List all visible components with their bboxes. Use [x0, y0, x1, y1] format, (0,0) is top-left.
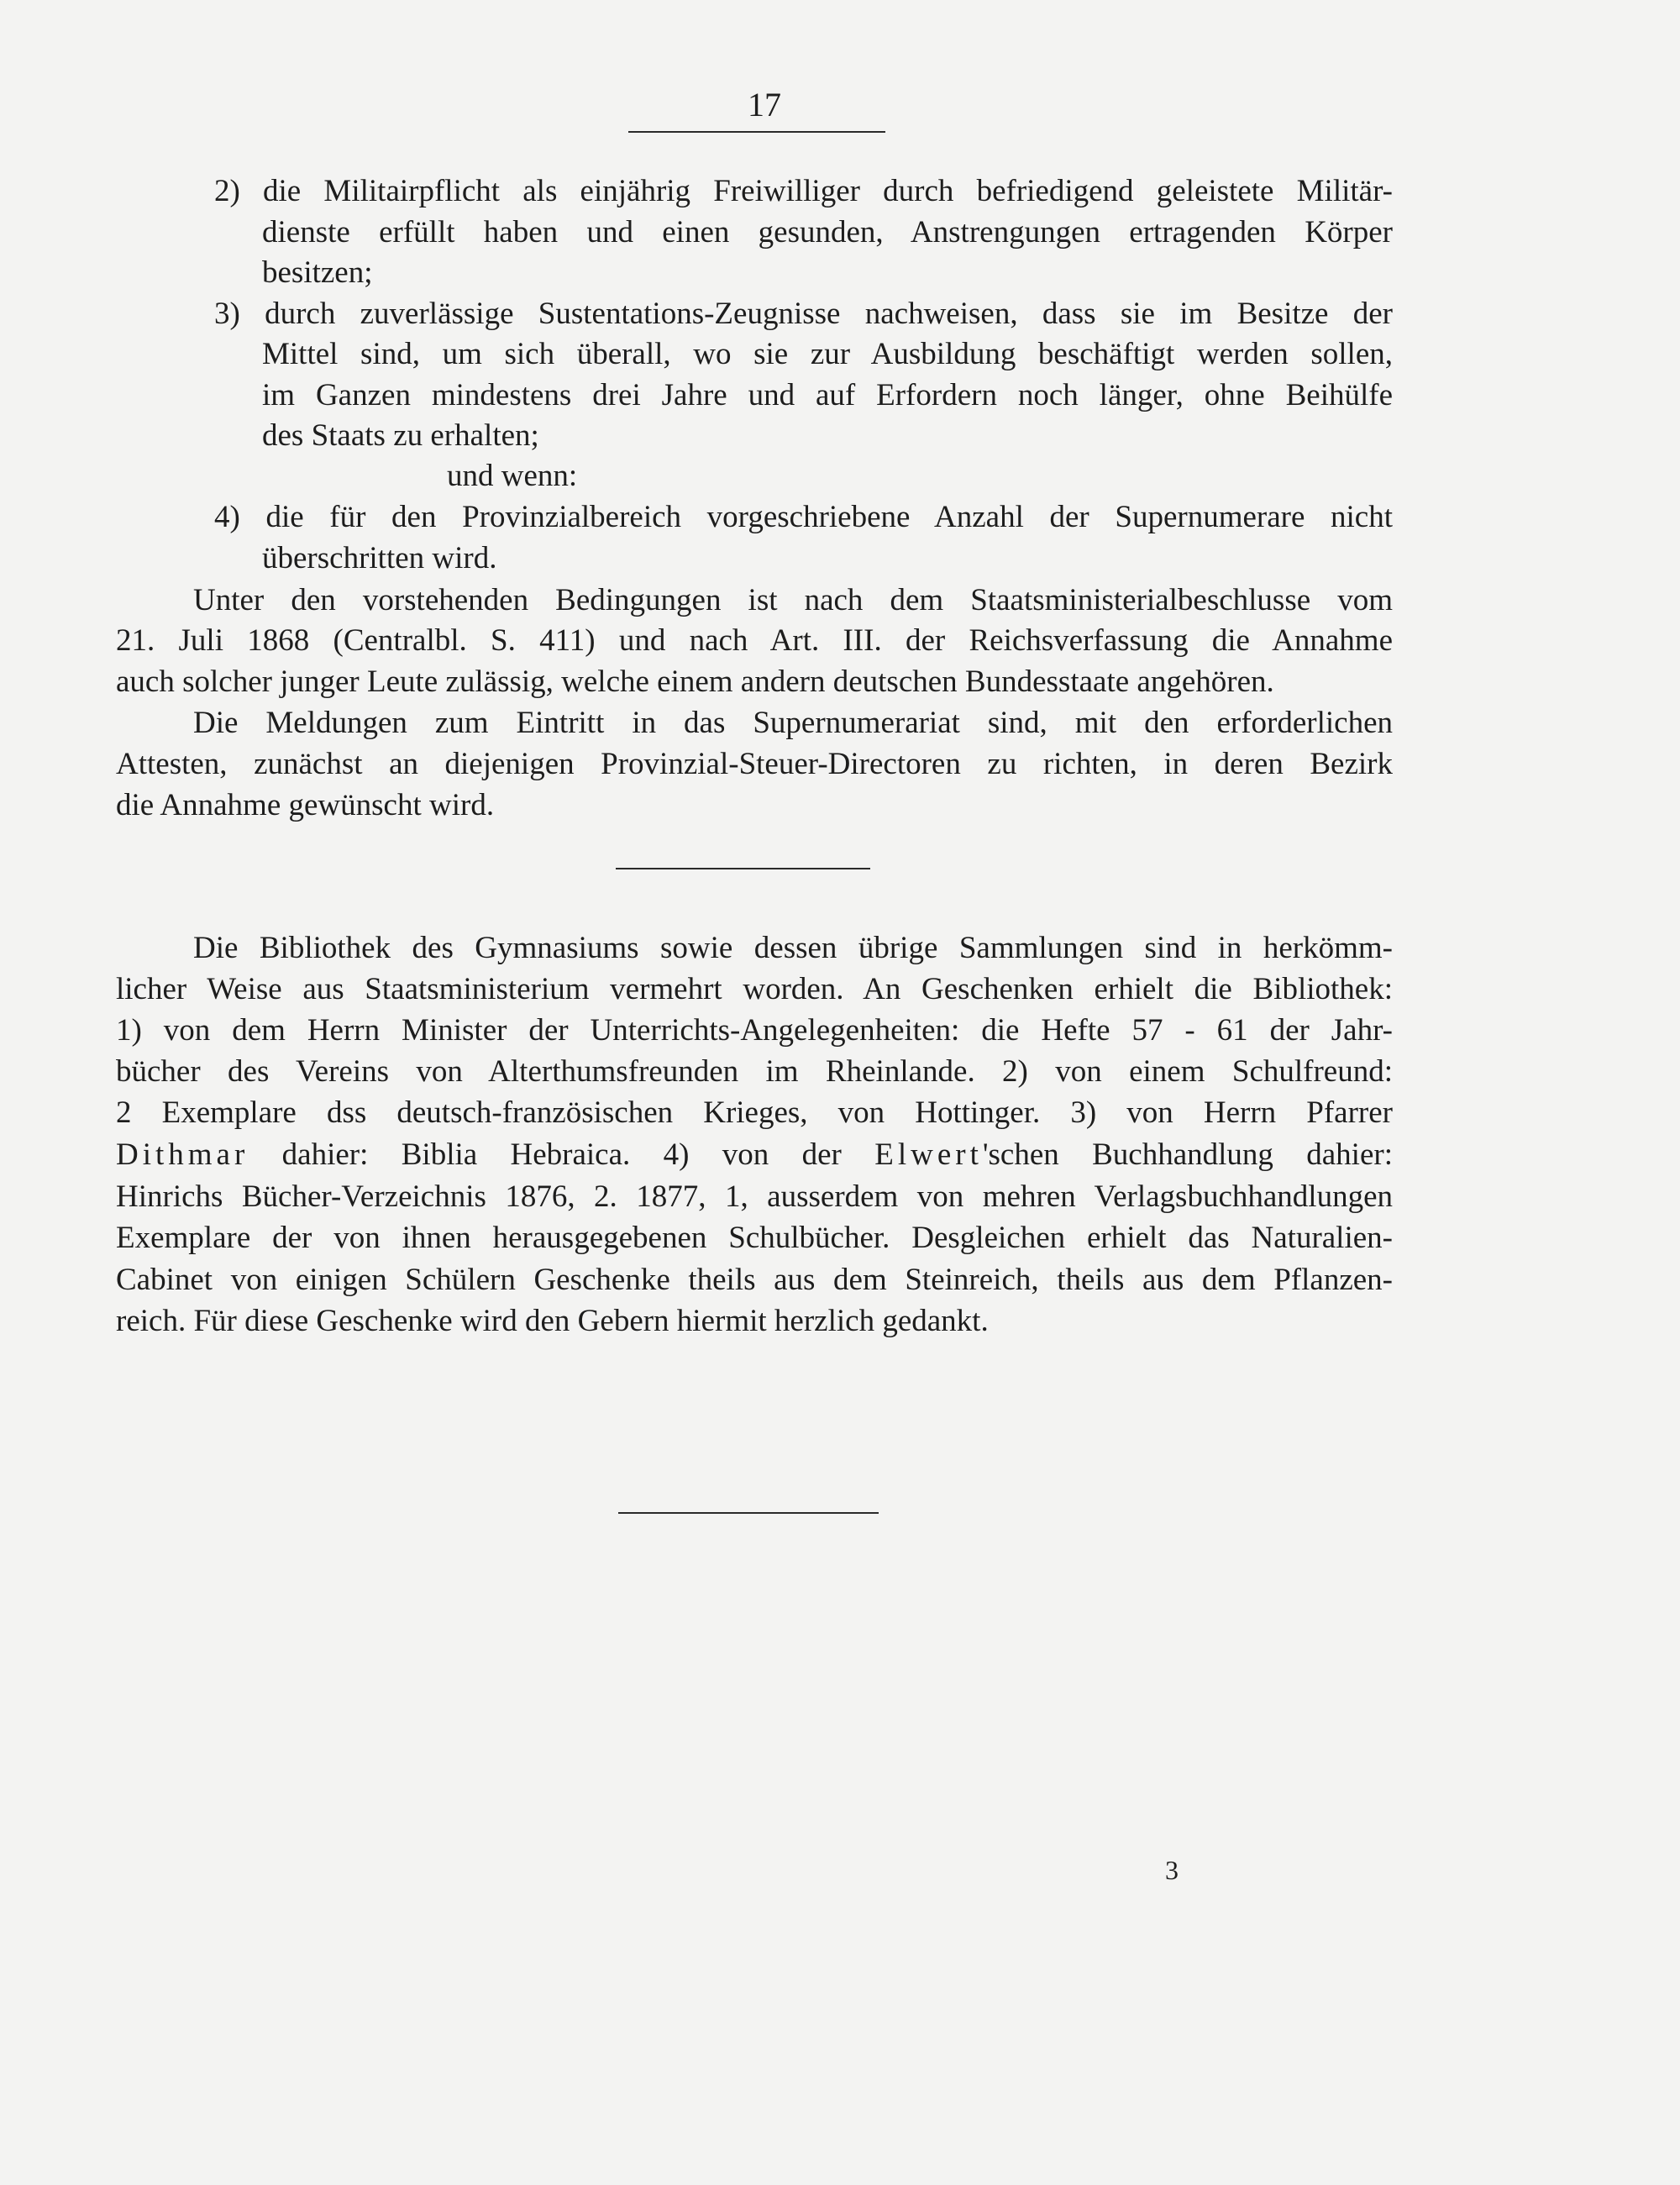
donor-name-dithmar: Dithmar: [116, 1137, 249, 1172]
condition-2-line-3: besitzen;: [262, 255, 373, 290]
condition-4-line-2: überschritten wird.: [262, 541, 497, 575]
closing-rule: [618, 1512, 879, 1514]
library-line-10: reich. Für diese Geschenke wird den Gebern hiermit herzlich gedankt.: [116, 1304, 989, 1338]
condition-2-line-1: 2) die Militairpflicht als einjährig Freiwilliger durch befriedigend geleistete Militär-: [214, 174, 1393, 208]
condition-2-line-2: dienste erfüllt haben und einen gesunden, Anstrengungen ertragenden Körper: [262, 215, 1393, 249]
library-line-5: 2 Exemplare dss deutsch-französischen Krieges, von Hottinger. 3) von Herrn Pfarrer: [116, 1095, 1393, 1130]
library-line-8: Exemplare der von ihnen herausgegebenen Schulbücher. Desgleichen erhielt das Naturalien-: [116, 1221, 1393, 1255]
library-line-6: [116, 1134, 1393, 1176]
section-divider: [616, 868, 870, 869]
condition-3-line-2: Mittel sind, um sich überall, wo sie zur Ausbildung beschäftigt werden sollen,: [262, 337, 1393, 371]
conditions-paragraph-line-1: Unter den vorstehenden Bedingungen ist nach dem Staatsministerialbeschlusse vom: [193, 583, 1393, 617]
condition-4-line-1: 4) die für den Provinzialbereich vorgeschriebene Anzahl der Supernumerare nicht: [214, 500, 1393, 534]
donor-name-elwert: Elwert: [874, 1137, 983, 1172]
condition-3-line-4: des Staats zu erhalten;: [262, 418, 539, 453]
library-line-4: bücher des Vereins von Alterthumsfreunden im Rheinlande. 2) von einem Schulfreund:: [116, 1054, 1393, 1089]
header-rule: [628, 131, 885, 133]
library-line-3: 1) von dem Herrn Minister der Unterrichts-Angelegenheiten: die Hefte 57 - 61 der Jahr-: [116, 1013, 1393, 1048]
conditions-paragraph-line-2: 21. Juli 1868 (Centralbl. S. 411) und nach Art. III. der Reichsverfassung die Annahme: [116, 623, 1393, 658]
page-number: 17: [748, 86, 781, 123]
signature-mark: 3: [1165, 1855, 1179, 1885]
library-line-1: Die Bibliothek des Gymnasiums sowie dessen übrige Sammlungen sind in herkömm-: [193, 931, 1393, 965]
library-line-6-text-b: 'schen Buchhandlung dahier:: [982, 1137, 1393, 1172]
registration-paragraph-line-2: Attesten, zunächst an diejenigen Provinzial-Steuer-Directoren zu richten, in deren Bezirk: [116, 747, 1393, 781]
registration-paragraph-line-3: die Annahme gewünscht wird.: [116, 788, 495, 822]
condition-3-line-3: im Ganzen mindestens drei Jahre und auf Erfordern noch länger, ohne Beihülfe: [262, 378, 1393, 412]
library-line-9: Cabinet von einigen Schülern Geschenke theils aus dem Steinreich, theils aus dem Pflanzen-: [116, 1263, 1393, 1297]
connector-text: und wenn:: [447, 459, 578, 493]
library-line-7: Hinrichs Bücher-Verzeichnis 1876, 2. 1877, 1, ausserdem von mehren Verlagsbuchhandlungen: [116, 1179, 1393, 1214]
library-line-6-text-a: dahier: Biblia Hebraica. 4) von der: [249, 1137, 875, 1172]
condition-3-line-1: 3) durch zuverlässige Sustentations-Zeugnisse nachweisen, dass sie im Besitze der: [214, 297, 1393, 331]
registration-paragraph-line-1: Die Meldungen zum Eintritt in das Supernumerariat sind, mit den erforderlichen: [193, 706, 1393, 740]
conditions-paragraph-line-3: auch solcher junger Leute zulässig, welche einem andern deutschen Bundesstaate angehören.: [116, 664, 1274, 699]
library-line-2: licher Weise aus Staatsministerium vermehrt worden. An Geschenken erhielt die Bibliothek:: [116, 972, 1393, 1006]
